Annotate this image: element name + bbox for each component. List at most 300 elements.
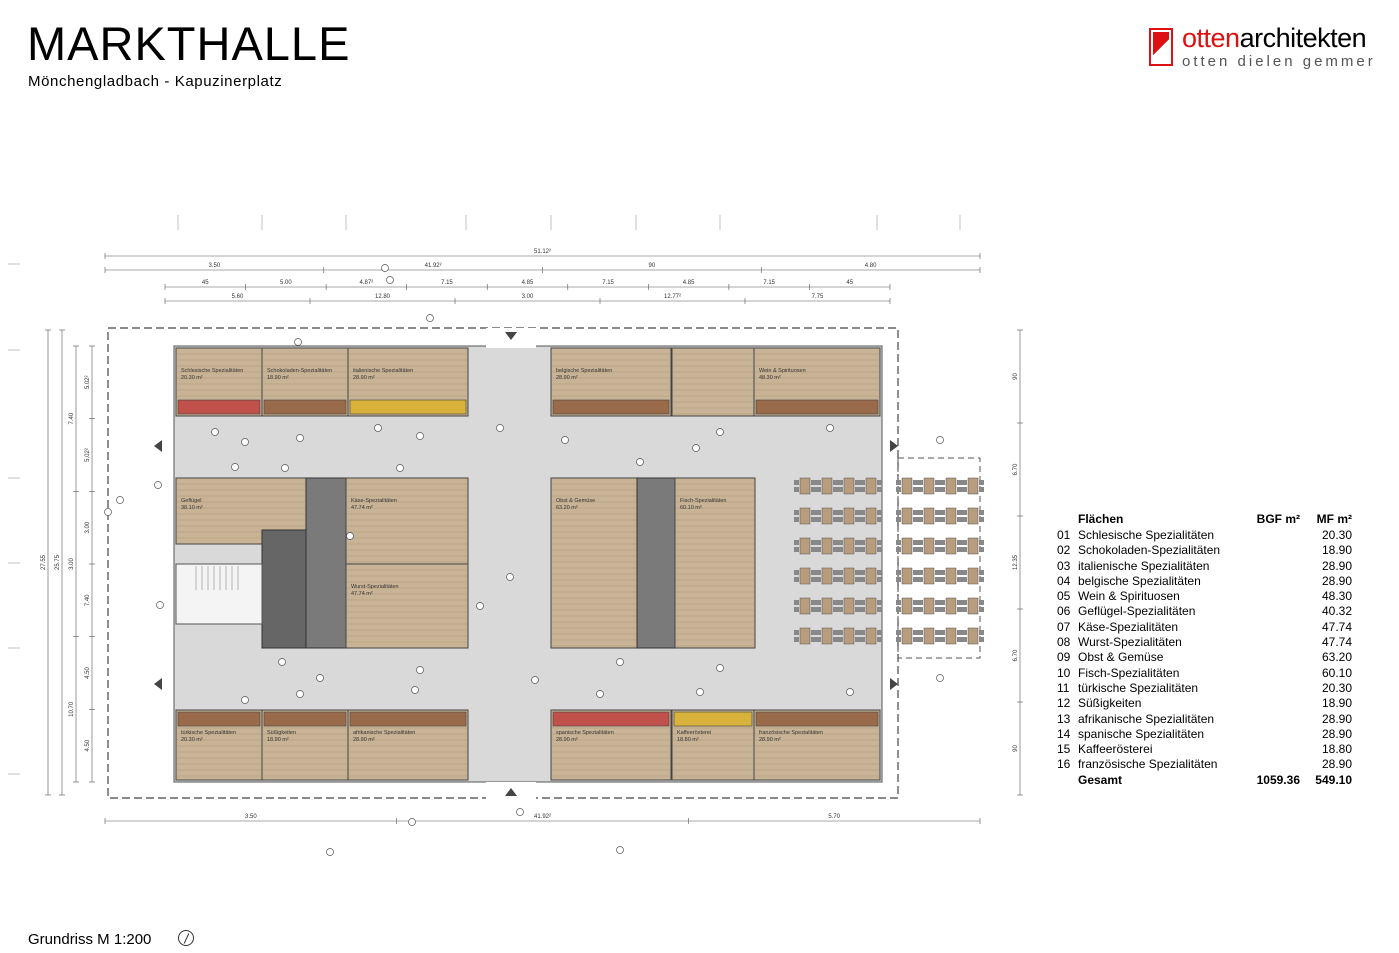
cafe-chair: [918, 637, 923, 642]
cafe-table: [800, 478, 810, 494]
cafe-chair: [935, 480, 940, 485]
legend-row-name: Wurst-Spezialitäten: [1078, 635, 1182, 650]
cafe-chair: [979, 637, 984, 642]
person-figure-icon: [507, 574, 514, 581]
produce-counter: [350, 400, 466, 414]
cafe-table: [946, 568, 956, 584]
cafe-chair: [838, 577, 843, 582]
cafe-chair: [794, 577, 799, 582]
person-figure-icon: [637, 459, 644, 466]
staircase: [176, 564, 262, 624]
cafe-chair: [896, 637, 901, 642]
market-stall: [672, 710, 754, 780]
stall-area: 38.10 m²: [181, 505, 203, 511]
cafe-table: [902, 628, 912, 644]
legend-row-name: türkische Spezialitäten: [1078, 680, 1199, 695]
cafe-chair: [896, 600, 901, 605]
dimension-label: 4.80: [864, 263, 877, 269]
cafe-chair: [860, 517, 865, 522]
cafe-table: [800, 628, 810, 644]
person-figure-icon: [532, 677, 539, 684]
stall-area: 47.74 m²: [351, 505, 373, 511]
cafe-chair: [940, 487, 945, 492]
dimension-label: 3.50: [208, 263, 221, 269]
logo-mark-icon: [1149, 28, 1173, 66]
cafe-chair: [877, 600, 882, 605]
cafe-chair: [957, 630, 962, 635]
stall-label: Süßigkeiten: [267, 730, 297, 736]
cafe-chair: [877, 540, 882, 545]
cafe-table: [902, 598, 912, 614]
cafe-chair: [855, 570, 860, 575]
cafe-chair: [811, 600, 816, 605]
stall-label: belgische Spezialitäten: [556, 368, 613, 374]
person-figure-icon: [279, 659, 286, 666]
cafe-chair: [794, 570, 799, 575]
produce-counter: [350, 712, 466, 726]
dimension-label: 12.77²: [663, 294, 682, 300]
cafe-chair: [816, 510, 821, 515]
legend-row-num: 06: [1057, 604, 1071, 619]
legend-row: [1050, 696, 1370, 711]
cafe-chair: [913, 577, 918, 582]
cafe-chair: [833, 630, 838, 635]
cafe-table: [968, 568, 978, 584]
dimension-label: 5.70: [828, 814, 841, 820]
legend-row: [1050, 528, 1370, 543]
cafe-chair: [962, 480, 967, 485]
cafe-chair: [979, 517, 984, 522]
person-figure-icon: [412, 687, 419, 694]
dimension-label: 12.80: [374, 294, 391, 300]
market-stall: [346, 478, 468, 564]
cafe-chair: [833, 540, 838, 545]
cafe-chair: [833, 517, 838, 522]
cafe-chair: [794, 607, 799, 612]
stall-label: Wein & Spirituosen: [759, 368, 806, 374]
cafe-chair: [957, 600, 962, 605]
legend-row-name: Kaffeerösterei: [1078, 742, 1153, 757]
legend-row: [1050, 757, 1370, 772]
cafe-chair: [855, 607, 860, 612]
cafe-chair: [811, 517, 816, 522]
cafe-chair: [811, 637, 816, 642]
cafe-chair: [833, 570, 838, 575]
cafe-chair: [838, 570, 843, 575]
stall-area: 28.90 m²: [556, 375, 578, 381]
market-stall: [675, 478, 755, 648]
cafe-chair: [896, 540, 901, 545]
stall-area: 20.30 m²: [181, 737, 203, 743]
logo-wordmark: [1182, 25, 1366, 52]
cafe-chair: [940, 510, 945, 515]
cafe-chair: [962, 540, 967, 545]
logo-brand-prefix: otten: [1182, 23, 1240, 53]
person-figure-icon: [477, 603, 484, 610]
legend-row-num: 02: [1057, 543, 1071, 558]
cafe-chair: [940, 570, 945, 575]
legend-row-mf: 40.32: [1321, 604, 1352, 619]
dimension-label: 3.00: [521, 294, 534, 300]
cafe-chair: [918, 487, 923, 492]
produce-counter: [264, 712, 346, 726]
market-stall: [348, 710, 468, 780]
cafe-chair: [957, 540, 962, 545]
cafe-chair: [913, 480, 918, 485]
floor-plan: [0, 200, 1040, 880]
legend-row-name: Käse-Spezialitäten: [1078, 619, 1179, 634]
cafe-chair: [833, 600, 838, 605]
legend-row: [1050, 666, 1370, 681]
cafe-table: [844, 508, 854, 524]
cafe-chair: [962, 637, 967, 642]
cafe-table: [822, 508, 832, 524]
cafe-chair: [816, 637, 821, 642]
stall-label: Wurst-Spezialitäten: [351, 584, 399, 590]
cafe-chair: [811, 480, 816, 485]
legend-row-name: Süßigkeiten: [1078, 696, 1142, 711]
legend-row-mf: 28.90: [1321, 558, 1352, 573]
cafe-table: [902, 508, 912, 524]
cafe-chair: [979, 577, 984, 582]
cafe-chair: [896, 517, 901, 522]
legend-row-num: 13: [1057, 711, 1071, 726]
cafe-chair: [935, 570, 940, 575]
cafe-chair: [913, 510, 918, 515]
legend-row: [1050, 620, 1370, 635]
person-figure-icon: [417, 667, 424, 674]
cafe-chair: [940, 517, 945, 522]
cafe-chair: [877, 637, 882, 642]
cafe-chair: [979, 487, 984, 492]
cafe-table: [822, 628, 832, 644]
cafe-chair: [935, 577, 940, 582]
dimension-label: 12.35: [1013, 554, 1019, 571]
cafe-chair: [877, 510, 882, 515]
cafe-chair: [838, 600, 843, 605]
legend-row-mf: 18.90: [1321, 543, 1352, 558]
cafe-chair: [896, 577, 901, 582]
person-figure-icon: [347, 533, 354, 540]
dimension-label: 45: [201, 280, 209, 286]
cafe-chair: [918, 517, 923, 522]
market-stall: [551, 710, 671, 780]
dimension-label: 90: [648, 263, 656, 269]
cafe-chair: [940, 540, 945, 545]
cafe-chair: [794, 630, 799, 635]
cafe-chair: [855, 577, 860, 582]
cafe-chair: [935, 607, 940, 612]
cafe-chair: [979, 607, 984, 612]
cafe-chair: [957, 607, 962, 612]
legend-row-mf: 28.90: [1321, 573, 1352, 588]
cafe-table: [968, 478, 978, 494]
legend-row: [1050, 589, 1370, 604]
dimension-label: 25.75: [55, 554, 61, 571]
person-figure-icon: [517, 809, 524, 816]
dimension-label: 5.00: [279, 280, 292, 286]
legend-total-row: [1050, 773, 1370, 788]
cafe-chair: [962, 547, 967, 552]
cafe-chair: [918, 577, 923, 582]
cafe-chair: [877, 547, 882, 552]
storage-wall: [637, 478, 675, 648]
legend-row-name: Geflügel-Spezialitäten: [1078, 604, 1196, 619]
cafe-chair: [935, 517, 940, 522]
cafe-chair: [838, 607, 843, 612]
cafe-table: [968, 508, 978, 524]
stall-area: 60.10 m²: [680, 505, 702, 511]
cafe-chair: [940, 637, 945, 642]
cafe-chair: [811, 540, 816, 545]
side-entrance-arrow-icon: [890, 678, 898, 690]
legend-row-mf: 20.30: [1321, 528, 1352, 542]
cafe-table: [968, 598, 978, 614]
north-arrow-icon: [178, 930, 194, 946]
cafe-chair: [794, 540, 799, 545]
side-entrance-arrow-icon: [154, 440, 162, 452]
person-figure-icon: [717, 429, 724, 436]
cafe-chair: [816, 487, 821, 492]
cafe-chair: [838, 637, 843, 642]
cafe-chair: [816, 630, 821, 635]
market-stall: [176, 348, 262, 416]
dimension-label: 3.00: [85, 521, 91, 534]
legend-row-mf: 60.10: [1321, 665, 1352, 680]
person-figure-icon: [409, 819, 416, 826]
cafe-table: [822, 598, 832, 614]
dimension-label: 7.40: [69, 412, 75, 425]
cafe-chair: [794, 637, 799, 642]
cafe-chair: [935, 510, 940, 515]
dimension-label: 6.70: [1013, 463, 1019, 476]
cafe-chair: [962, 487, 967, 492]
dimension-label: 7.40: [85, 594, 91, 607]
stall-label: Käse-Spezialitäten: [351, 498, 397, 504]
cafe-table: [822, 568, 832, 584]
produce-counter: [756, 400, 878, 414]
person-figure-icon: [117, 497, 124, 504]
cafe-chair: [918, 600, 923, 605]
cafe-chair: [860, 480, 865, 485]
legend-row-name: Fisch-Spezialitäten: [1078, 665, 1180, 680]
cafe-chair: [838, 480, 843, 485]
dimension-label: 4.87²: [359, 280, 374, 286]
cafe-chair: [962, 607, 967, 612]
legend-row-mf: 28.90: [1321, 726, 1352, 741]
person-figure-icon: [847, 689, 854, 696]
stall-area: 28.90 m²: [759, 737, 781, 743]
cafe-chair: [913, 517, 918, 522]
legend-row-name: italienische Spezialitäten: [1078, 558, 1210, 573]
cafe-chair: [935, 547, 940, 552]
legend-row-num: 14: [1057, 726, 1071, 741]
cafe-chair: [918, 480, 923, 485]
cafe-chair: [833, 487, 838, 492]
cafe-chair: [794, 600, 799, 605]
dimension-label: 5.02²: [85, 375, 91, 390]
person-figure-icon: [212, 429, 219, 436]
cafe-chair: [913, 607, 918, 612]
cafe-chair: [833, 480, 838, 485]
person-figure-icon: [397, 465, 404, 472]
cafe-chair: [962, 630, 967, 635]
cafe-table: [902, 538, 912, 554]
legend-row-mf: 20.30: [1321, 680, 1352, 695]
market-stall: [672, 348, 754, 416]
cafe-table: [866, 478, 876, 494]
cafe-chair: [913, 637, 918, 642]
cafe-chair: [957, 577, 962, 582]
cafe-chair: [962, 517, 967, 522]
person-figure-icon: [105, 509, 112, 516]
cafe-chair: [816, 547, 821, 552]
legend-row-num: 03: [1057, 558, 1071, 573]
storage-wall: [306, 478, 346, 648]
cafe-table: [968, 538, 978, 554]
person-figure-icon: [617, 659, 624, 666]
cafe-chair: [935, 600, 940, 605]
cafe-chair: [962, 570, 967, 575]
cafe-chair: [896, 487, 901, 492]
stall-area: 47.74 m²: [351, 591, 373, 597]
page-title: MARKTHALLE: [27, 17, 351, 70]
cafe-chair: [918, 630, 923, 635]
cafe-chair: [913, 547, 918, 552]
cafe-chair: [860, 570, 865, 575]
person-figure-icon: [617, 847, 624, 854]
cafe-chair: [838, 540, 843, 545]
produce-counter: [178, 400, 260, 414]
cafe-chair: [877, 607, 882, 612]
stall-label: Geflügel: [181, 498, 202, 504]
dimension-label: 45: [846, 280, 854, 286]
cafe-chair: [979, 510, 984, 515]
market-stall: [346, 564, 468, 648]
legend-row: [1050, 574, 1370, 589]
cafe-chair: [918, 540, 923, 545]
legend-row-name: afrikanische Spezialitäten: [1078, 711, 1215, 726]
person-figure-icon: [157, 602, 164, 609]
stall-label: Fisch-Spezialitäten: [680, 498, 727, 504]
firm-logo: [1149, 25, 1389, 75]
cafe-chair: [855, 480, 860, 485]
dimension-label: 10.70: [69, 701, 75, 717]
cafe-table: [902, 478, 912, 494]
cafe-chair: [816, 577, 821, 582]
plan-caption: Grundriss M 1:200: [28, 931, 152, 948]
cafe-chair: [860, 577, 865, 582]
cafe-table: [968, 628, 978, 644]
cafe-chair: [838, 487, 843, 492]
legend-row-mf: 28.90: [1321, 711, 1352, 726]
person-figure-icon: [382, 265, 389, 272]
legend-row-mf: 63.20: [1321, 650, 1352, 665]
cafe-table: [822, 538, 832, 554]
logo-brand-suffix: architekten: [1239, 23, 1367, 53]
cafe-table: [946, 628, 956, 644]
cafe-chair: [877, 480, 882, 485]
cafe-chair: [838, 547, 843, 552]
cafe-chair: [957, 517, 962, 522]
person-figure-icon: [155, 482, 162, 489]
legend-row-name: französische Spezialitäten: [1078, 757, 1218, 772]
cafe-chair: [794, 510, 799, 515]
cafe-chair: [913, 600, 918, 605]
dimension-label: 27.55: [41, 554, 47, 571]
produce-counter: [178, 712, 260, 726]
person-figure-icon: [297, 435, 304, 442]
stall-area: 63.20 m²: [556, 505, 578, 511]
cafe-chair: [816, 540, 821, 545]
cafe-table: [946, 508, 956, 524]
person-figure-icon: [497, 425, 504, 432]
cafe-chair: [940, 630, 945, 635]
cafe-chair: [860, 487, 865, 492]
stall-label: türkische Spezialitäten: [181, 730, 237, 736]
dimension-label: 90: [1013, 373, 1019, 380]
legend-row: [1050, 559, 1370, 574]
cafe-table: [866, 508, 876, 524]
person-figure-icon: [417, 433, 424, 440]
cafe-chair: [855, 487, 860, 492]
cafe-chair: [896, 480, 901, 485]
legend-row-name: belgische Spezialitäten: [1078, 573, 1201, 588]
dimension-label: 41.92²: [424, 263, 442, 269]
legend-header-bgf: BGF m²: [1256, 512, 1300, 526]
cafe-chair: [877, 577, 882, 582]
cafe-chair: [860, 600, 865, 605]
cafe-chair: [918, 510, 923, 515]
produce-counter: [553, 712, 669, 726]
cafe-table: [902, 568, 912, 584]
legend-row-mf: 47.74: [1321, 619, 1352, 634]
stall-area: 28.90 m²: [353, 737, 375, 743]
dimension-label: 4.85: [682, 280, 695, 286]
cafe-table: [924, 478, 934, 494]
cafe-table: [924, 568, 934, 584]
cafe-chair: [957, 637, 962, 642]
legend-header: [1050, 512, 1370, 528]
cafe-chair: [833, 637, 838, 642]
cafe-chair: [896, 570, 901, 575]
cafe-table: [844, 598, 854, 614]
side-entrance-arrow-icon: [890, 440, 898, 452]
person-figure-icon: [427, 315, 434, 322]
cafe-table: [946, 538, 956, 554]
produce-counter: [674, 712, 752, 726]
dimension-label: 41.92²: [533, 814, 552, 820]
cafe-chair: [962, 600, 967, 605]
produce-counter: [756, 712, 878, 726]
cafe-chair: [935, 540, 940, 545]
cafe-chair: [816, 570, 821, 575]
cafe-chair: [913, 540, 918, 545]
legend-total-mf: 549.10: [1315, 772, 1352, 787]
legend-row-num: 10: [1057, 665, 1071, 680]
cafe-chair: [935, 630, 940, 635]
cafe-table: [866, 568, 876, 584]
person-figure-icon: [387, 277, 394, 284]
cafe-chair: [940, 547, 945, 552]
market-stall: [348, 348, 468, 416]
cafe-chair: [816, 600, 821, 605]
cafe-chair: [877, 487, 882, 492]
cafe-chair: [833, 510, 838, 515]
cafe-chair: [957, 480, 962, 485]
person-figure-icon: [717, 665, 724, 672]
person-figure-icon: [937, 437, 944, 444]
